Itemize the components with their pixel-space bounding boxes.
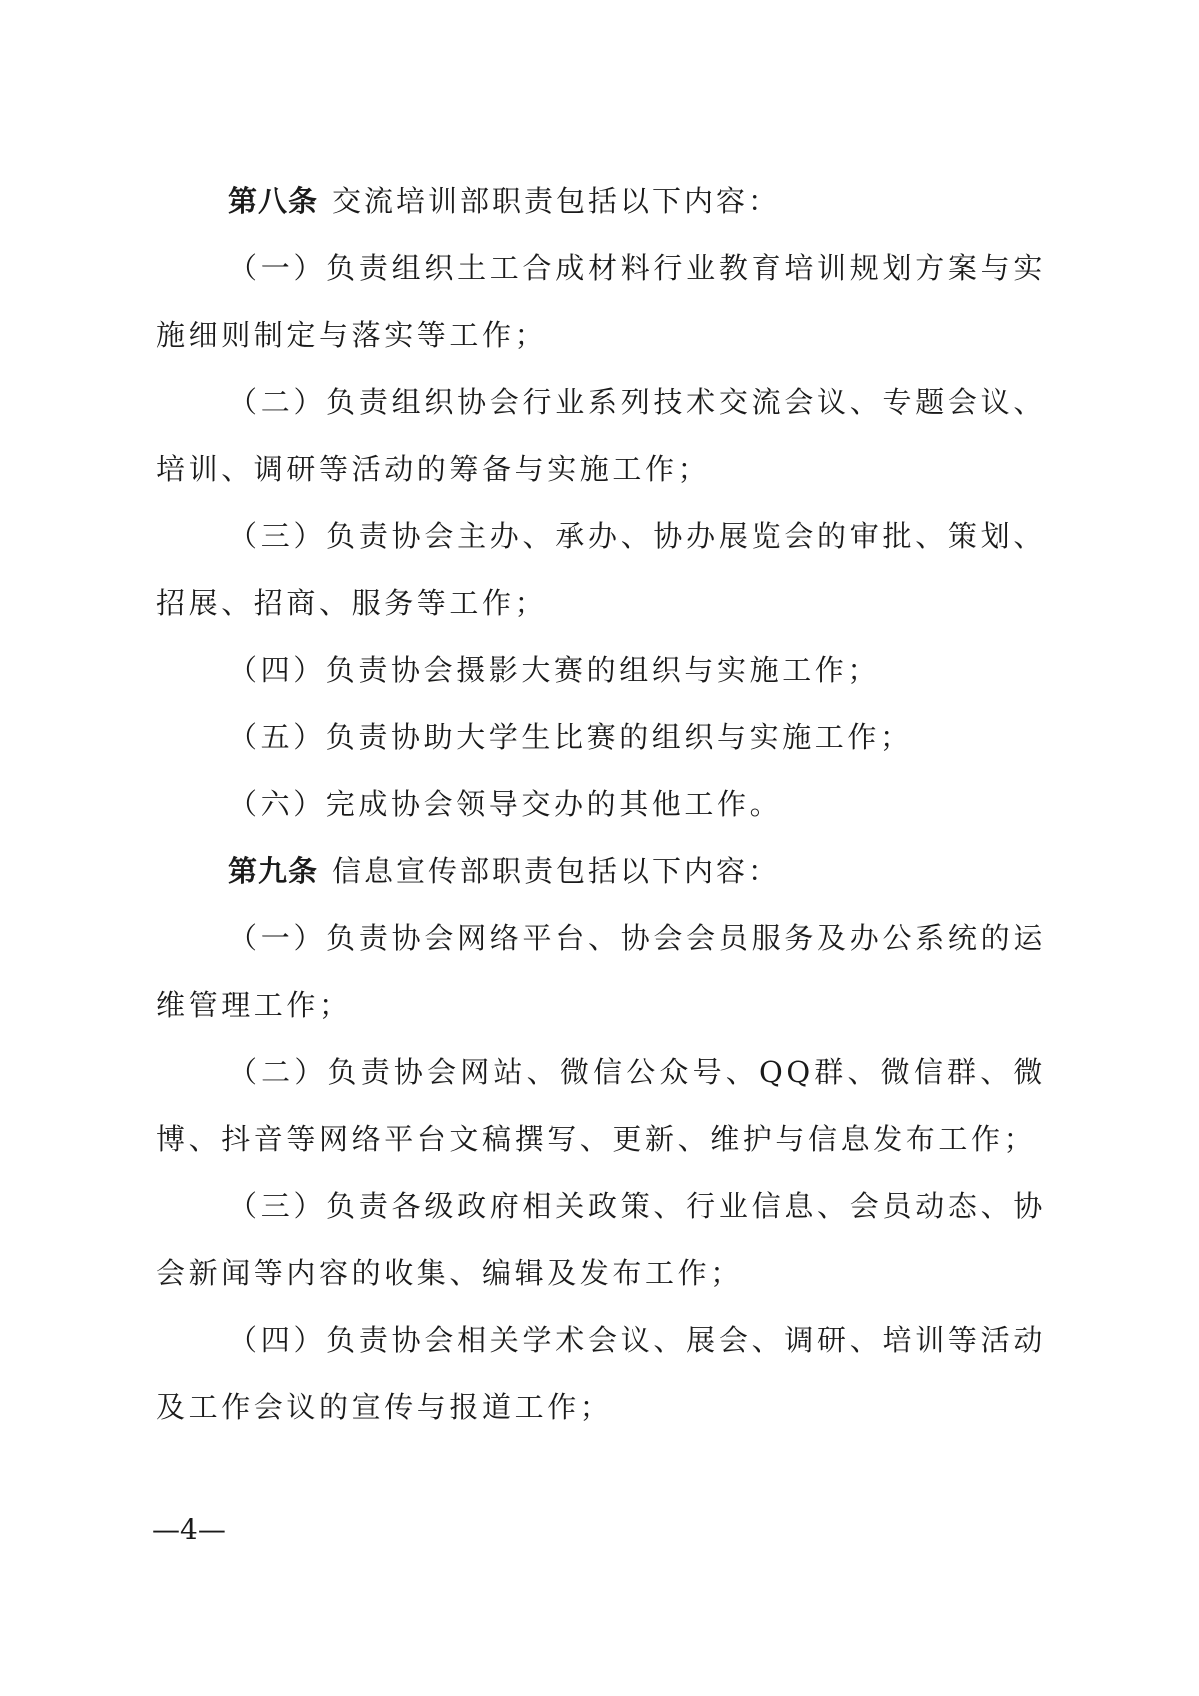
article-9-text: 信息宣传部职责包括以下内容： (332, 854, 781, 888)
article-9-label: 第九条 (228, 854, 319, 888)
article-8-label: 第八条 (228, 184, 319, 218)
article-8-item-1: （一）负责组织土工合成材料行业教育培训规划方案与实施细则制定与落实等工作； (156, 251, 1046, 352)
article-8-item-4: （四）负责协会摄影大赛的组织与实施工作； (228, 653, 881, 687)
article-9-heading (156, 838, 1046, 905)
article-8-item-2: （二）负责组织协会行业系列技术交流会议、专题会议、培训、调研等活动的筹备与实施工作； (156, 385, 1046, 486)
article-8-text: 交流培训部职责包括以下内容： (332, 184, 781, 218)
article-8-heading (156, 168, 1046, 235)
page-number: —4— (152, 1513, 226, 1546)
document-body (156, 168, 1046, 1441)
article-9-item-1: （一）负责协会网络平台、协会会员服务及办公系统的运维管理工作； (156, 921, 1046, 1022)
article-8-item-5: （五）负责协助大学生比赛的组织与实施工作； (228, 720, 913, 754)
article-9-item-4: （四）负责协会相关学术会议、展会、调研、培训等活动及工作会议的宣传与报道工作； (156, 1323, 1046, 1424)
article-9-item-2: （二）负责协会网站、微信公众号、QQ群、微信群、微博、抖音等网络平台文稿撰写、更新、维护与信息发布工作； (156, 1055, 1046, 1156)
article-9-item-3: （三）负责各级政府相关政策、行业信息、会员动态、协会新闻等内容的收集、编辑及发布工作； (156, 1189, 1046, 1290)
article-8-item-3: （三）负责协会主办、承办、协办展览会的审批、策划、招展、招商、服务等工作； (156, 519, 1046, 620)
article-8-item-6: （六）完成协会领导交办的其他工作。 (228, 787, 783, 821)
